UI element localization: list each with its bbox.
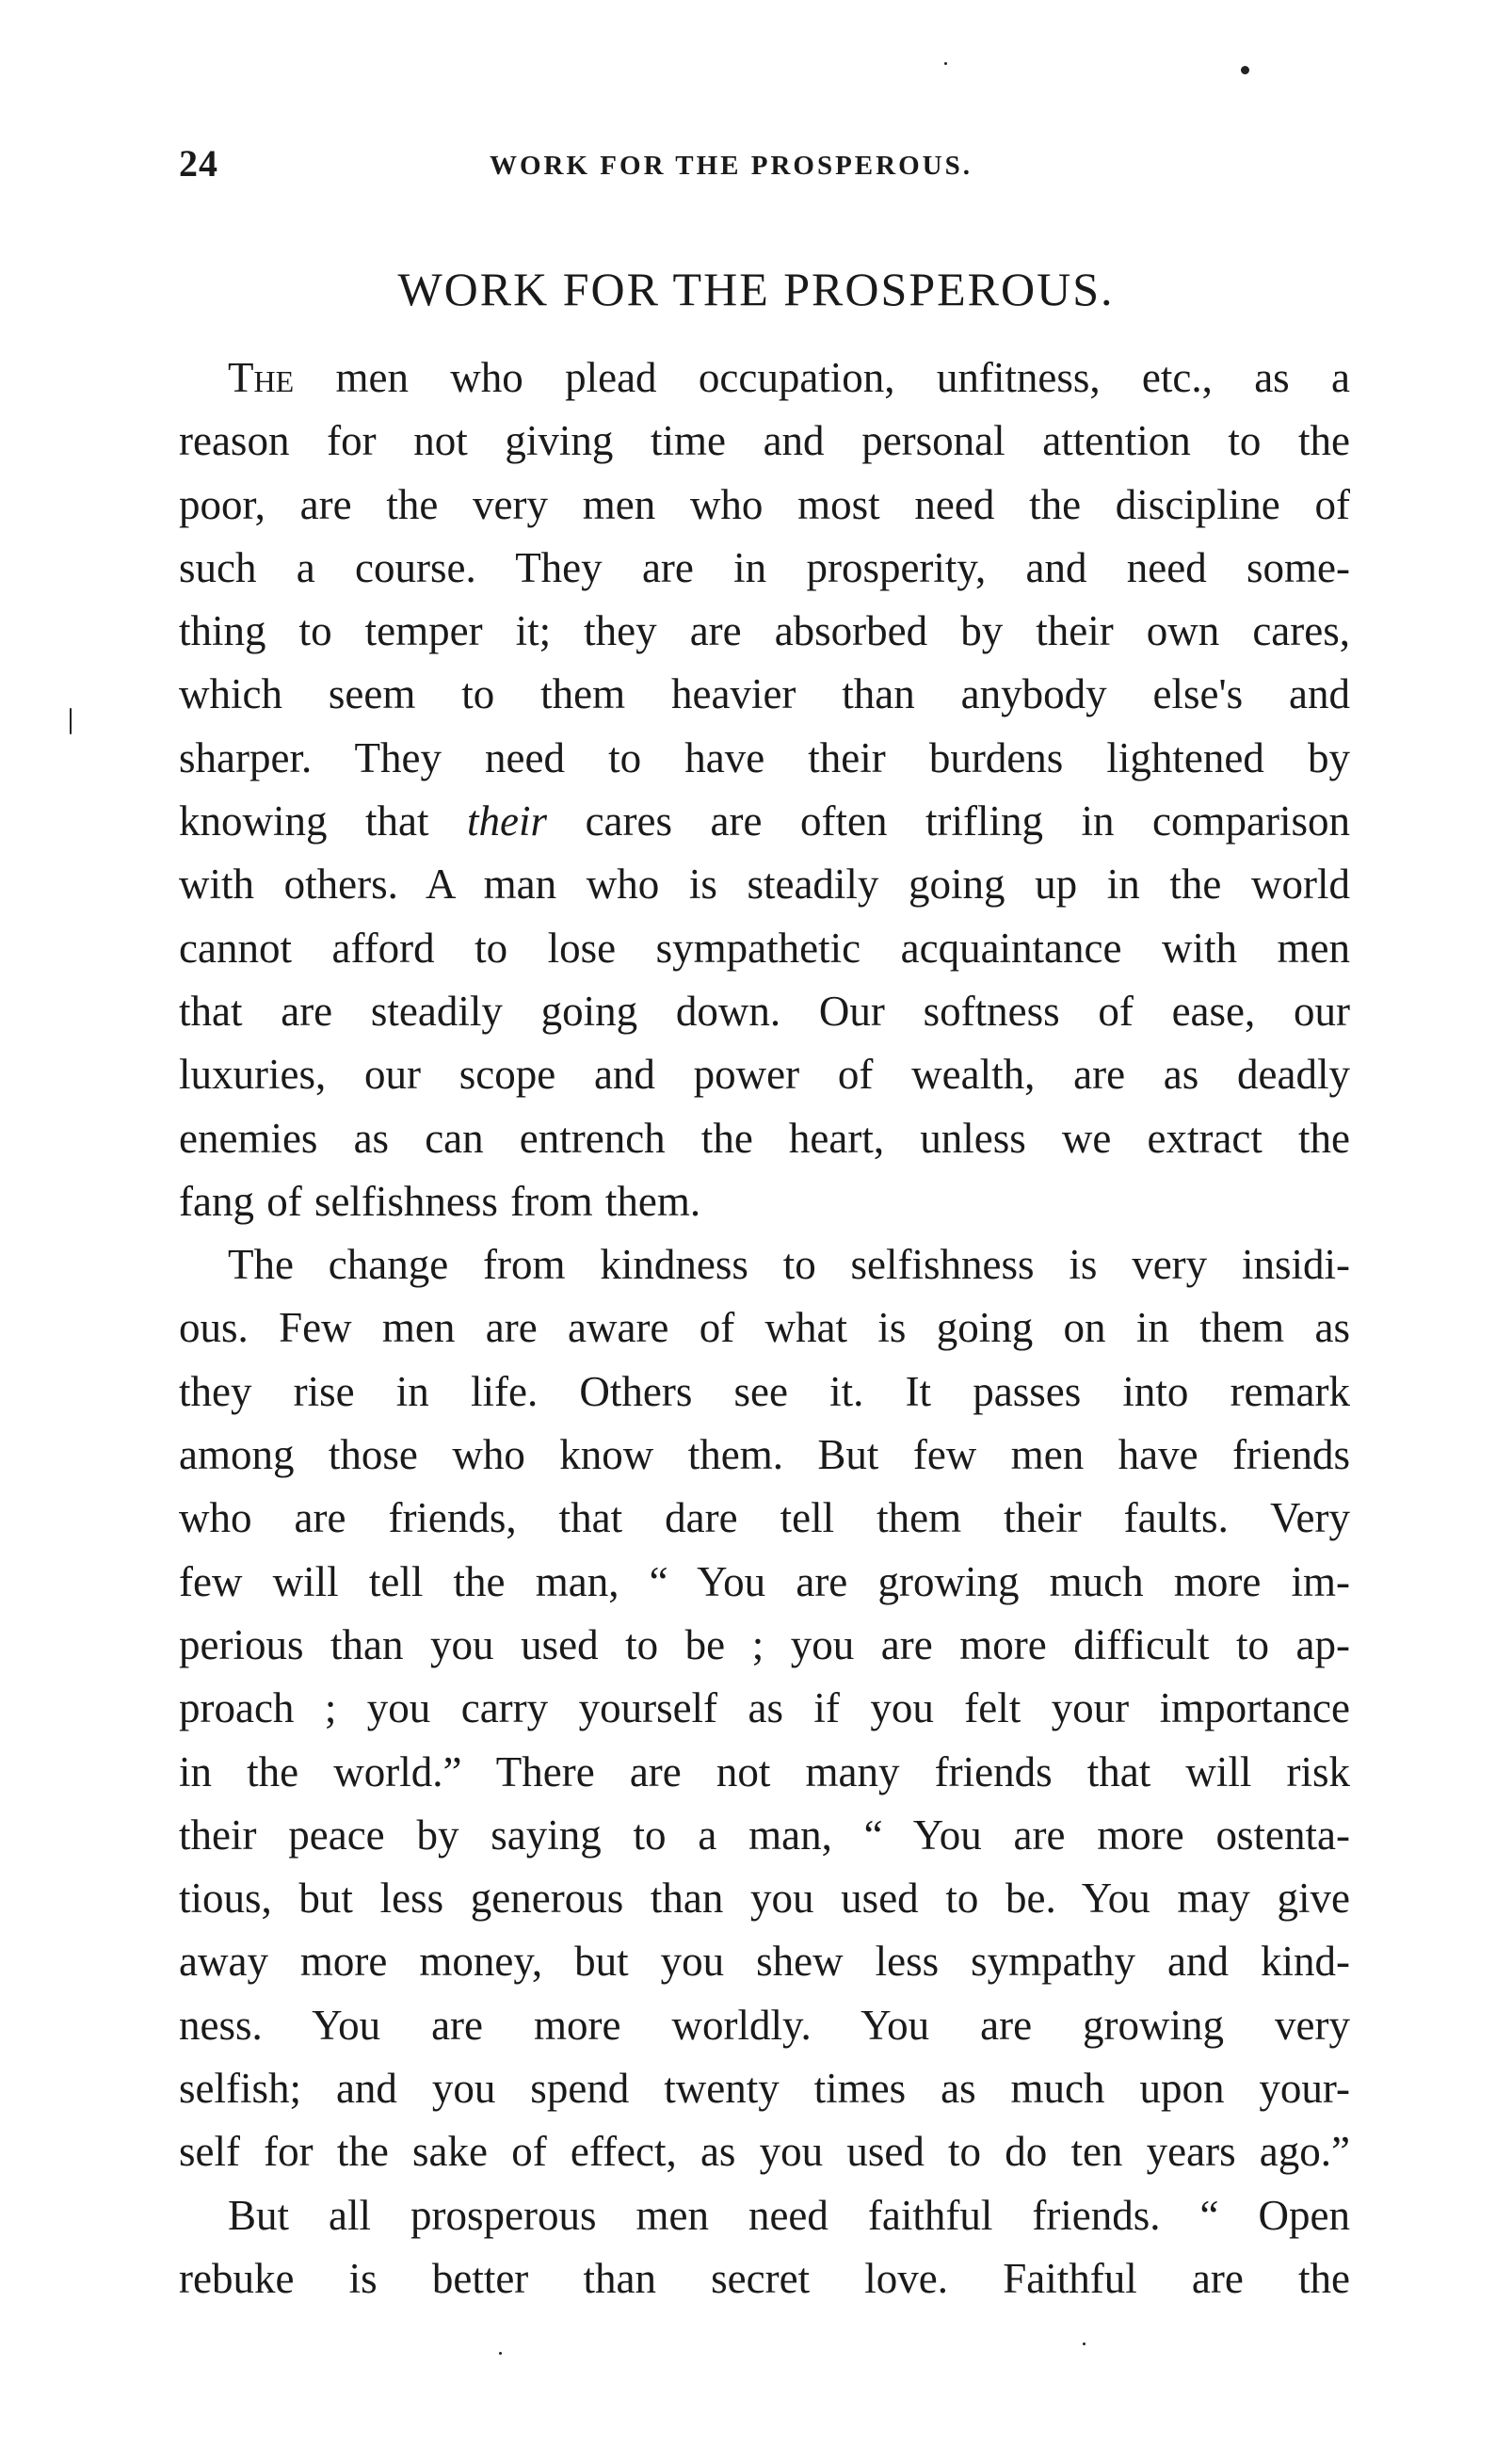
text-line: perious than you used to be ; you are more difficult to ap-: [179, 1620, 1350, 1668]
scan-speck: [70, 708, 72, 734]
text-line: among those who know them. But few men have friends: [179, 1431, 1350, 1479]
text-line: self for the sake of effect, as you used to do ten years ago.”: [179, 2128, 1350, 2176]
text-line: enemies as can entrench the heart, unless we extract the: [179, 1114, 1350, 1162]
text-line: such a course. They are in prosperity, and need some-: [179, 543, 1350, 591]
body-text: [179, 346, 1350, 2310]
text-line: ous. Few men are aware of what is going on in them as: [179, 1304, 1350, 1352]
text-line: they rise in life. Others see it. It passes into remark: [179, 1367, 1350, 1415]
text-line: few will tell the man, “ You are growing much more im-: [179, 1557, 1350, 1605]
text-line: with others. A man who is steadily going up in the world: [179, 861, 1350, 909]
page-number: 24: [179, 142, 218, 185]
text-line-first: [179, 346, 1350, 410]
text-line: tious, but less generous than you used to be. You may give: [179, 1875, 1350, 1923]
text-line: The change from kindness to selfishness is very insidi-: [228, 1241, 1350, 1289]
text-line: selfish; and you spend twenty times as much upon your-: [179, 2065, 1350, 2113]
chapter-title: WORK FOR THE PROSPEROUS.: [397, 263, 1115, 315]
text-line: reason for not giving time and personal attention to the: [179, 417, 1350, 465]
scan-speck: [1241, 66, 1249, 74]
text-line: cannot afford to lose sympathetic acquaintance with men: [179, 924, 1350, 972]
scan-speck: [499, 2352, 502, 2355]
text-line-italic-word: knowing that their cares are often trifling in comparison: [179, 797, 1350, 845]
text-line: their peace by saying to a man, “ You are more ostenta-: [179, 1811, 1350, 1859]
running-head: [179, 141, 1346, 198]
drop-word: The: [228, 354, 295, 401]
text-line: in the world.” There are not many friends that will risk: [179, 1747, 1350, 1795]
paragraph: [179, 346, 1350, 1233]
text-line: But all prosperous men need faithful friends. “ Open: [228, 2191, 1350, 2239]
text-line: proach ; you carry yourself as if you felt your importance: [179, 1684, 1350, 1732]
text-line: rebuke is better than secret love. Faithful are the: [179, 2254, 1350, 2302]
running-title: WORK FOR THE PROSPEROUS.: [490, 151, 973, 181]
scan-speck: [944, 62, 947, 65]
text-line: that are steadily going down. Our softness of ease, our: [179, 987, 1350, 1035]
text-line: thing to temper it; they are absorbed by their own cares,: [179, 607, 1350, 655]
text-line: away more money, but you shew less sympathy and kind-: [179, 1938, 1350, 1986]
paragraph: [179, 2184, 1350, 2311]
paragraph: [179, 1233, 1350, 2183]
text-line: sharper. They need to have their burdens lightened by: [179, 733, 1350, 781]
text-line: fang of selfishness from them.: [179, 1177, 701, 1225]
emphasis-word: their: [467, 797, 548, 845]
text-line: ness. You are more worldly. You are growing very: [179, 2001, 1350, 2049]
text-line: which seem to them heavier than anybody else's and: [179, 670, 1350, 718]
text-line: luxuries, our scope and power of wealth, are as deadly: [179, 1051, 1350, 1099]
text-line: poor, are the very men who most need the discipline of: [179, 480, 1350, 528]
text-line: who are friends, that dare tell them their faults. Very: [179, 1494, 1350, 1542]
scan-speck: [1083, 2342, 1086, 2345]
line-rest: men who plead occupation, unfitness, etc., as a: [294, 354, 1350, 401]
